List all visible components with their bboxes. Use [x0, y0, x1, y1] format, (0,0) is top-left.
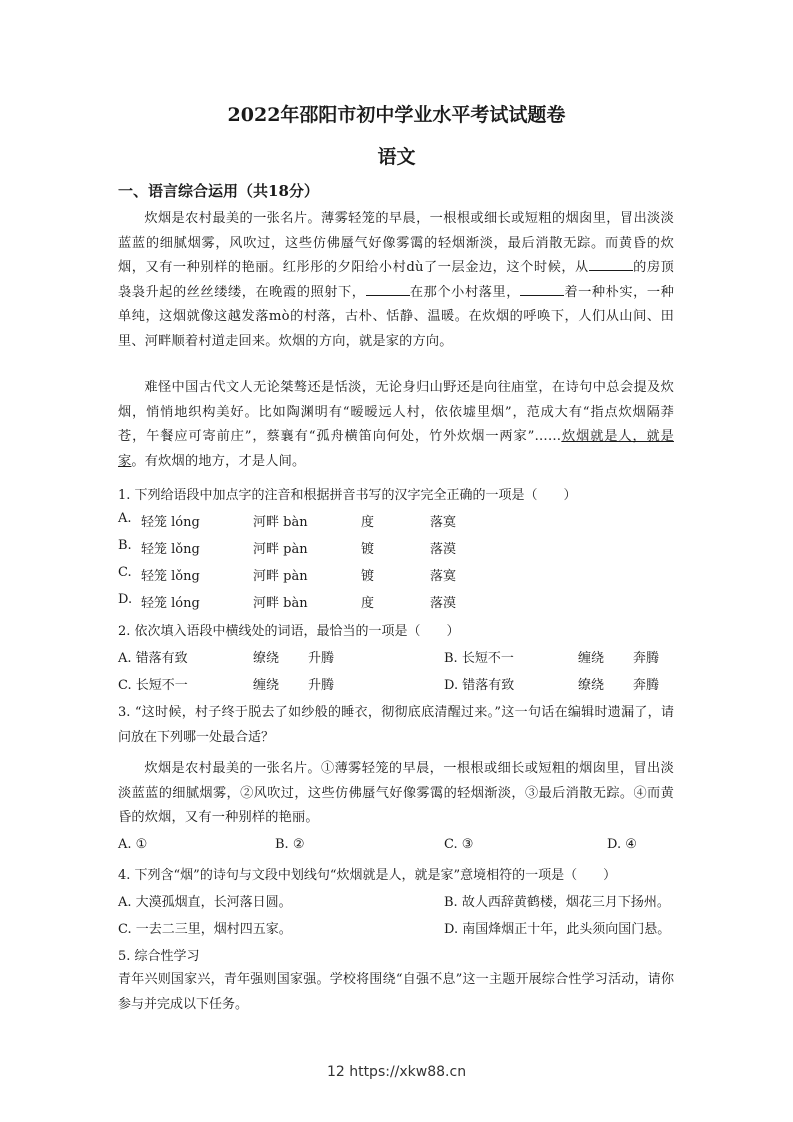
q2-option-b-w2: 缠绕 [578, 651, 605, 666]
q2-option-b-w3: 奔腾 [633, 651, 660, 666]
fill-blank [520, 282, 564, 296]
question-2-stem: 2. 依次填入语段中横线处的词语，最恰当的一项是（ ） [118, 624, 460, 639]
passage-paragraph-2 [118, 376, 674, 474]
exam-title: 2022年邵阳市初中学业水平考试试题卷 [227, 104, 566, 126]
page-footer: 12 https://xkw88.cn [326, 1064, 467, 1080]
section-heading: 一、语言综合运用（共18分） [118, 182, 319, 200]
passage-text: 难怪中国古代文人无论桀骜还是恬淡，无论身归山野还是向往庙堂，在诗句中总会提及炊烟，悄悄地织构美好。比如陶渊明有“暧暧远人村，依依墟里烟”，范成大有“指点炊烟隔莽苍，午餐应可寄前庄”，蔡襄有“孤舟横笛向何处，竹外炊烟一两家”…… [118, 380, 674, 444]
q1-option-b-c1: 轻笼 lǒng [141, 542, 200, 557]
q4-option-a: A. 大漠孤烟直，长河落日圆。 [118, 895, 292, 910]
question-4-stem: 4. 下列含“烟”的诗句与文段中划线句“炊烟就是人，就是家”意境相符的一项是（ ） [118, 868, 617, 883]
q2-option-d-w2: 缭绕 [578, 678, 605, 693]
q1-option-b-c3: 镀 [361, 542, 375, 557]
q1-option-c-c2: 河畔 pàn [253, 569, 308, 584]
q4-option-b: B. 故人西辞黄鹤楼，烟花三月下扬州。 [444, 895, 670, 910]
subject-title: 语文 [377, 146, 416, 168]
q2-option-a-w1: A. 错落有致 [118, 651, 188, 666]
passage-text: 炊烟是农村最美的一张名片。薄雾轻笼的早晨，一根根或细长或短粗的烟囱里，冒出淡淡蓝蓝的细腻烟雾，风吹过，这些仿佛蜃气好像雾霭的轻烟渐淡，最后消散无踪。而黄昏的炊烟，又有一种别样的艳丽。红彤彤的夕阳给小村dù了一层金边，这个时候，从 [118, 211, 674, 275]
q2-option-d-w1: D. 错落有致 [444, 678, 515, 693]
q1-option-c-c1: 轻笼 lǒng [141, 569, 200, 584]
q1-option-a-label: A. [118, 511, 132, 526]
q1-option-d-c3: 度 [361, 596, 375, 611]
q3-option-c: C. ③ [444, 837, 474, 852]
q1-option-d-c2: 河畔 bàn [253, 596, 308, 611]
q4-option-d: D. 南国烽烟正十年，此头须向国门悬。 [444, 922, 671, 937]
question-5-text: 青年兴则国家兴，青年强则国家强。学校将围绕“自强不息”这一主题开展综合性学习活动，请你参与并完成以下任务。 [118, 972, 674, 1012]
q3-option-a: A. ① [118, 837, 148, 852]
q2-option-a-w3: 升腾 [308, 651, 335, 666]
q2-option-b-w1: B. 长短不一 [444, 651, 514, 666]
underlined-sentence: 炊烟就是人，就是家 [118, 429, 674, 469]
q3-option-b: B. ② [275, 837, 305, 852]
q1-option-a-c3: 度 [361, 515, 375, 530]
q1-option-d-c4: 落漠 [430, 596, 457, 611]
q1-option-a-c4: 落寞 [430, 515, 457, 530]
q2-option-c-w1: C. 长短不一 [118, 678, 188, 693]
q2-option-c-w3: 升腾 [308, 678, 335, 693]
fill-blank [589, 257, 633, 271]
passage-paragraph-1 [118, 207, 674, 354]
q1-option-b-label: B. [118, 538, 132, 553]
q1-option-d-c1: 轻笼 lóng [141, 596, 200, 611]
q1-option-d-label: D. [118, 592, 133, 607]
q2-option-c-w2: 缠绕 [253, 678, 280, 693]
fill-blank [366, 282, 410, 296]
q2-option-a-w2: 缭绕 [253, 651, 280, 666]
q1-option-c-c4: 落寞 [430, 569, 457, 584]
q4-option-c: C. 一去二三里，烟村四五家。 [118, 922, 292, 937]
q1-option-b-c4: 落漠 [430, 542, 457, 557]
question-3-passage: 炊烟是农村最美的一张名片。①薄雾轻笼的早晨，一根根或细长或短粗的烟囱里，冒出淡淡蓝蓝的细腻烟雾，②风吹过，这些仿佛蜃气好像雾霭的轻烟渐淡，③最后消散无踪。④而黄昏的炊烟，又有一种别样的艳丽。 [118, 761, 674, 825]
passage-text: 在那个小村落里， [409, 284, 520, 300]
q1-option-b-c2: 河畔 pàn [253, 542, 308, 557]
question-3-stem: 3. “这时候，村子终于脱去了如纱般的睡衣，彻彻底底清醒过来。”这一句话在编辑时遗漏了，请问放在下列哪一处最合适？ [118, 705, 674, 745]
q2-option-d-w3: 奔腾 [633, 678, 660, 693]
passage-text: 着一种朴实，一种单纯，这烟就像这越发落mò的村落，古朴、恬静、温暖。在炊烟的呼唤下，人们从山间、田里、河畔顺着村道走回来。炊烟的方向，就是家的方向。 [118, 284, 674, 349]
passage-text: 。有炊烟的地方，才是人间。 [131, 453, 306, 469]
q1-option-a-c2: 河畔 bàn [253, 515, 308, 530]
question-5-stem: 5. 综合性学习 [118, 949, 200, 964]
q1-option-c-label: C. [118, 565, 132, 580]
q1-option-a-c1: 轻笼 lóng [141, 515, 200, 530]
question-1-stem: 1. 下列给语段中加点字的注音和根据拼音书写的汉字完全正确的一项是（ ） [118, 488, 577, 503]
q1-option-c-c3: 镀 [361, 569, 375, 584]
q3-option-d: D. ④ [607, 837, 637, 852]
passage-text: 的房顶袅袅升起的丝丝缕缕，在晚霞的照射下， [118, 260, 674, 300]
